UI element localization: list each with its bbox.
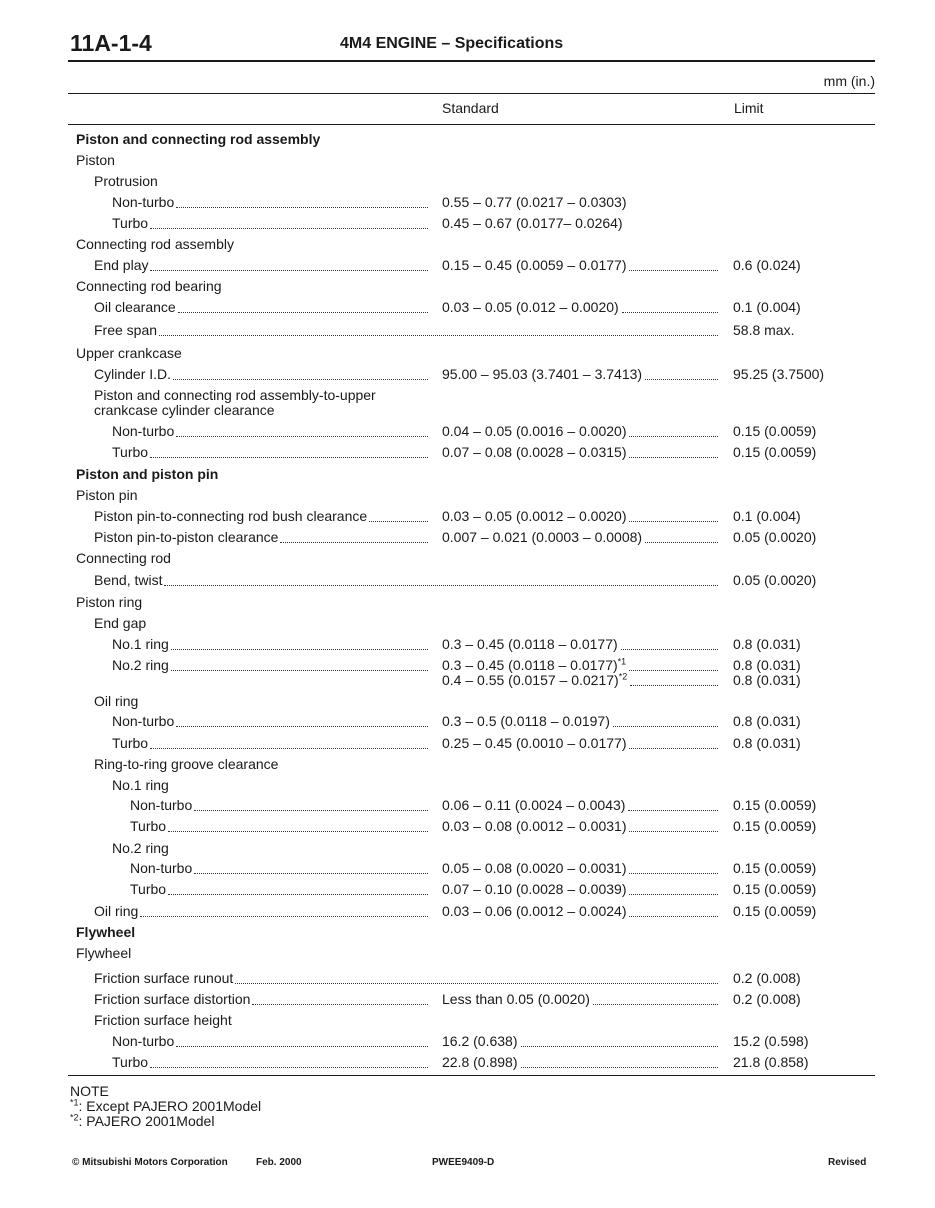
dot-leader xyxy=(159,335,718,336)
group-label: crankcase cylinder clearance xyxy=(94,402,275,418)
standard-value: 0.06 – 0.11 (0.0024 – 0.0043) xyxy=(442,797,626,813)
limit-value: 0.8 (0.031) xyxy=(733,713,801,729)
spec-label: Friction surface runout xyxy=(94,970,234,986)
dot-leader xyxy=(150,228,428,229)
note-text: : PAJERO 2001Model xyxy=(78,1113,215,1129)
limit-value: 0.15 (0.0059) xyxy=(733,860,817,876)
dot-leader xyxy=(621,649,718,650)
dot-leader xyxy=(629,670,718,671)
dot-leader xyxy=(629,894,718,895)
footer-status: Revised xyxy=(828,1157,867,1168)
group-label: Connecting rod xyxy=(76,550,171,566)
dot-leader xyxy=(629,270,718,271)
group-label: No.1 ring xyxy=(112,777,169,793)
spec-label: Piston pin-to-piston clearance xyxy=(94,529,279,545)
dot-leader xyxy=(645,379,718,380)
dot-leader xyxy=(150,1067,428,1068)
standard-value: 0.4 – 0.55 (0.0157 – 0.0217)$^{*2}$ xyxy=(442,671,628,688)
group-label: Connecting rod bearing xyxy=(76,278,222,294)
group-label: Piston xyxy=(76,152,115,168)
footer-copyright: © Mitsubishi Motors Corporation xyxy=(72,1157,228,1168)
dot-leader xyxy=(521,1067,718,1068)
dot-leader xyxy=(280,542,428,543)
standard-value: 0.04 – 0.05 (0.0016 – 0.0020) xyxy=(442,423,627,439)
standard-value: 95.00 – 95.03 (3.7401 – 3.7413) xyxy=(442,366,643,382)
note-heading: NOTE xyxy=(70,1083,109,1099)
spec-label: Free span xyxy=(94,322,158,338)
group-label: Ring-to-ring groove clearance xyxy=(94,756,279,772)
table-bottom-rule xyxy=(68,1075,875,1076)
spec-label: Non-turbo xyxy=(112,194,175,210)
spec-label: Turbo xyxy=(112,1054,149,1070)
group-label: Friction surface height xyxy=(94,1012,232,1028)
standard-value: Less than 0.05 (0.0020) xyxy=(442,991,590,1007)
column-header-rule xyxy=(68,124,875,125)
limit-value: 0.15 (0.0059) xyxy=(733,881,817,897)
standard-value: 22.8 (0.898) xyxy=(442,1054,518,1070)
page-title: 4M4 ENGINE – Specifications xyxy=(340,35,564,52)
note-text: : Except PAJERO 2001Model xyxy=(78,1098,262,1114)
standard-value: 0.55 – 0.77 (0.0217 – 0.0303) xyxy=(442,194,627,210)
group-label: Piston and connecting rod assembly-to-upper xyxy=(94,387,376,403)
dot-leader xyxy=(168,894,428,895)
dot-leader xyxy=(176,436,428,437)
dot-leader xyxy=(194,873,428,874)
footer-date: Feb. 2000 xyxy=(256,1157,302,1168)
dot-leader xyxy=(150,457,428,458)
spec-label: Friction surface distortion xyxy=(94,991,251,1007)
units-rule xyxy=(68,93,875,94)
column-header-standard: Standard xyxy=(442,100,499,116)
spec-label: Non-turbo xyxy=(112,423,175,439)
limit-value: 0.6 (0.024) xyxy=(733,257,801,273)
group-label: End gap xyxy=(94,615,147,631)
dot-leader xyxy=(176,1046,428,1047)
limit-value: 0.15 (0.0059) xyxy=(733,903,817,919)
limit-value: 95.25 (3.7500) xyxy=(733,366,825,382)
dot-leader xyxy=(168,831,428,832)
limit-value: 21.8 (0.858) xyxy=(733,1054,809,1070)
dot-leader xyxy=(613,726,718,727)
spec-label: Cylinder I.D. xyxy=(94,366,172,382)
limit-value: 0.2 (0.008) xyxy=(733,970,801,986)
dot-leader xyxy=(150,748,428,749)
header-rule xyxy=(68,60,875,62)
group-label: Piston pin xyxy=(76,487,138,503)
dot-leader xyxy=(150,270,428,271)
standard-value: 0.007 – 0.021 (0.0003 – 0.0008) xyxy=(442,529,643,545)
limit-value: 0.2 (0.008) xyxy=(733,991,801,1007)
standard-value: 0.15 – 0.45 (0.0059 – 0.0177) xyxy=(442,257,627,273)
units-label: mm (in.) xyxy=(823,73,875,89)
dot-leader xyxy=(235,983,718,984)
dot-leader xyxy=(521,1046,718,1047)
standard-value: 0.03 – 0.08 (0.0012 – 0.0031) xyxy=(442,818,627,834)
dot-leader xyxy=(628,810,718,811)
spec-label: Non-turbo xyxy=(130,860,193,876)
dot-leader xyxy=(173,379,428,380)
group-label: Oil ring xyxy=(94,693,139,709)
dot-leader xyxy=(178,312,428,313)
spec-label: No.2 ring xyxy=(112,657,169,673)
dot-leader xyxy=(140,916,428,917)
spec-label: Oil clearance xyxy=(94,299,176,315)
limit-value: 0.8 (0.031) xyxy=(733,735,801,751)
standard-value: 0.3 – 0.5 (0.0118 – 0.0197) xyxy=(442,713,610,729)
limit-value: 0.15 (0.0059) xyxy=(733,818,817,834)
limit-value: 0.05 (0.0020) xyxy=(733,572,817,588)
spec-label: End play xyxy=(94,257,149,273)
limit-value: 0.8 (0.031) xyxy=(733,672,801,688)
dot-leader xyxy=(171,649,428,650)
section-heading: Piston and piston pin xyxy=(76,466,219,482)
spec-label: Oil ring xyxy=(94,903,139,919)
standard-value: 0.03 – 0.06 (0.0012 – 0.0024) xyxy=(442,903,627,919)
group-label: Piston ring xyxy=(76,594,143,610)
limit-value: 0.8 (0.031) xyxy=(733,636,801,652)
dot-leader xyxy=(629,916,718,917)
limit-value: 0.05 (0.0020) xyxy=(733,529,817,545)
dot-leader xyxy=(164,585,718,586)
footer-doc-code: PWEE9409-D xyxy=(432,1157,495,1168)
dot-leader xyxy=(176,726,428,727)
dot-leader xyxy=(593,1004,718,1005)
group-label: Protrusion xyxy=(94,173,158,189)
standard-value: 0.3 – 0.45 (0.0118 – 0.0177) xyxy=(442,636,618,652)
dot-leader xyxy=(369,521,428,522)
standard-value: 0.45 – 0.67 (0.0177– 0.0264) xyxy=(442,215,623,231)
section-heading: Piston and connecting rod assembly xyxy=(76,131,321,147)
spec-label: Turbo xyxy=(112,735,149,751)
standard-value: 16.2 (0.638) xyxy=(442,1033,518,1049)
group-label: Upper crankcase xyxy=(76,345,182,361)
spec-label: Non-turbo xyxy=(112,713,175,729)
spec-label: Non-turbo xyxy=(130,797,193,813)
dot-leader xyxy=(645,542,718,543)
standard-value: 0.3 – 0.45 (0.0118 – 0.0177)$^{*1}$ xyxy=(442,656,627,673)
limit-value: 0.8 (0.031) xyxy=(733,657,801,673)
limit-value: 0.1 (0.004) xyxy=(733,299,801,315)
dot-leader xyxy=(176,207,428,208)
limit-value: 58.8 max. xyxy=(733,322,795,338)
column-header-limit: Limit xyxy=(734,100,764,116)
footnote-marker: *2 xyxy=(618,671,628,682)
dot-leader xyxy=(252,1004,428,1005)
limit-value: 15.2 (0.598) xyxy=(733,1033,809,1049)
group-label: Connecting rod assembly xyxy=(76,236,234,252)
standard-value: 0.07 – 0.08 (0.0028 – 0.0315) xyxy=(442,444,627,460)
note-item: $^{*1}$: Except PAJERO 2001Model xyxy=(70,1097,262,1114)
dot-leader xyxy=(629,521,718,522)
dot-leader xyxy=(622,312,718,313)
standard-value: 0.25 – 0.45 (0.0010 – 0.0177) xyxy=(442,735,627,751)
limit-value: 0.15 (0.0059) xyxy=(733,423,817,439)
limit-value: 0.15 (0.0059) xyxy=(733,444,817,460)
dot-leader xyxy=(629,457,718,458)
limit-value: 0.1 (0.004) xyxy=(733,508,801,524)
dot-leader xyxy=(629,748,718,749)
dot-leader xyxy=(629,436,718,437)
dot-leader xyxy=(630,685,718,686)
spec-label: Piston pin-to-connecting rod bush clearance xyxy=(94,508,368,524)
dot-leader xyxy=(194,810,428,811)
note-item: $^{*2}$: PAJERO 2001Model xyxy=(70,1112,215,1129)
footnote-marker: *1 xyxy=(617,656,627,667)
standard-value: 0.03 – 0.05 (0.0012 – 0.0020) xyxy=(442,508,627,524)
spec-label: Turbo xyxy=(130,818,167,834)
limit-value: 0.15 (0.0059) xyxy=(733,797,817,813)
spec-label: Turbo xyxy=(112,215,149,231)
spec-label: Bend, twist xyxy=(94,572,163,588)
group-label: Flywheel xyxy=(76,945,132,961)
spec-label: Turbo xyxy=(130,881,167,897)
group-label: No.2 ring xyxy=(112,840,169,856)
dot-leader xyxy=(171,670,428,671)
dot-leader xyxy=(629,873,718,874)
spec-label: No.1 ring xyxy=(112,636,169,652)
dot-leader xyxy=(629,831,718,832)
standard-value: 0.07 – 0.10 (0.0028 – 0.0039) xyxy=(442,881,627,897)
page-number: 11A-1-4 xyxy=(70,30,152,56)
spec-label: Non-turbo xyxy=(112,1033,175,1049)
standard-value: 0.05 – 0.08 (0.0020 – 0.0031) xyxy=(442,860,627,876)
section-heading: Flywheel xyxy=(76,924,136,940)
spec-label: Turbo xyxy=(112,444,149,460)
standard-value: 0.03 – 0.05 (0.012 – 0.0020) xyxy=(442,299,619,315)
